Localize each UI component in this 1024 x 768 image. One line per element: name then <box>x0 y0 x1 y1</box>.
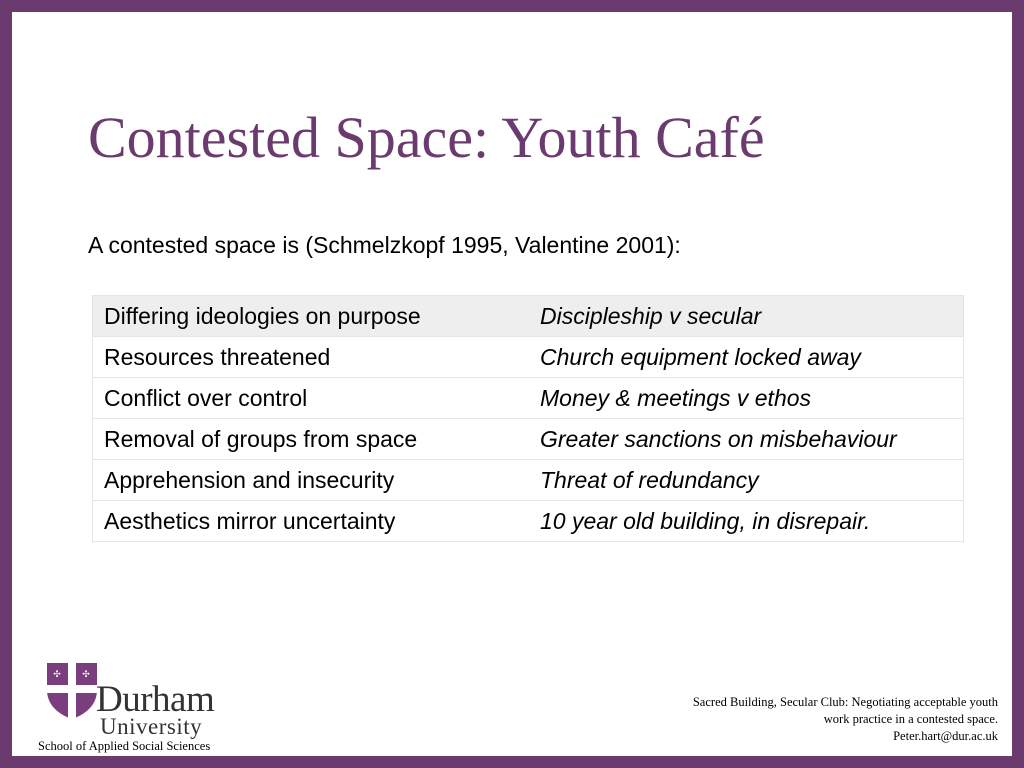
school-name: School of Applied Social Sciences <box>38 739 211 753</box>
table-cell-example: Money & meetings v ethos <box>529 378 964 419</box>
university-subtitle: University <box>100 714 203 739</box>
table-cell-characteristic: Differing ideologies on purpose <box>93 296 530 337</box>
table-cell-characteristic: Removal of groups from space <box>93 419 530 460</box>
table-row <box>93 501 964 542</box>
table-row <box>93 296 964 337</box>
table-cell-example: Threat of redundancy <box>529 460 964 501</box>
durham-university-logo <box>38 662 254 754</box>
slide <box>12 12 1012 756</box>
table-cell-example: Church equipment locked away <box>529 337 964 378</box>
table-row <box>93 378 964 419</box>
footer-citation <box>693 694 998 745</box>
table-cell-example: Greater sanctions on misbehaviour <box>529 419 964 460</box>
table-cell-characteristic: Conflict over control <box>93 378 530 419</box>
table-cell-example: Discipleship v secular <box>529 296 964 337</box>
footer-line: Sacred Building, Secular Club: Negotiating acceptable youth <box>692 695 998 709</box>
intro-text: A contested space is (Schmelzkopf 1995, Valentine 2001): <box>88 232 681 258</box>
table-cell-characteristic: Aesthetics mirror uncertainty <box>93 501 530 542</box>
university-crest-icon <box>46 662 98 720</box>
table-row <box>93 460 964 501</box>
contested-space-table <box>92 295 964 542</box>
university-name: Durham <box>96 679 215 720</box>
table-cell-characteristic: Resources threatened <box>93 337 530 378</box>
slide-title: Contested Space: Youth Café <box>88 105 765 170</box>
table-cell-example: 10 year old building, in disrepair. <box>529 501 964 542</box>
footer-email: Peter.hart@dur.ac.uk <box>893 729 998 743</box>
footer-line: work practice in a contested space. <box>823 712 998 726</box>
table-row <box>93 419 964 460</box>
svg-text:✣: ✣ <box>82 670 90 680</box>
svg-text:✣: ✣ <box>53 670 61 680</box>
table-cell-characteristic: Apprehension and insecurity <box>93 460 530 501</box>
table-row <box>93 337 964 378</box>
